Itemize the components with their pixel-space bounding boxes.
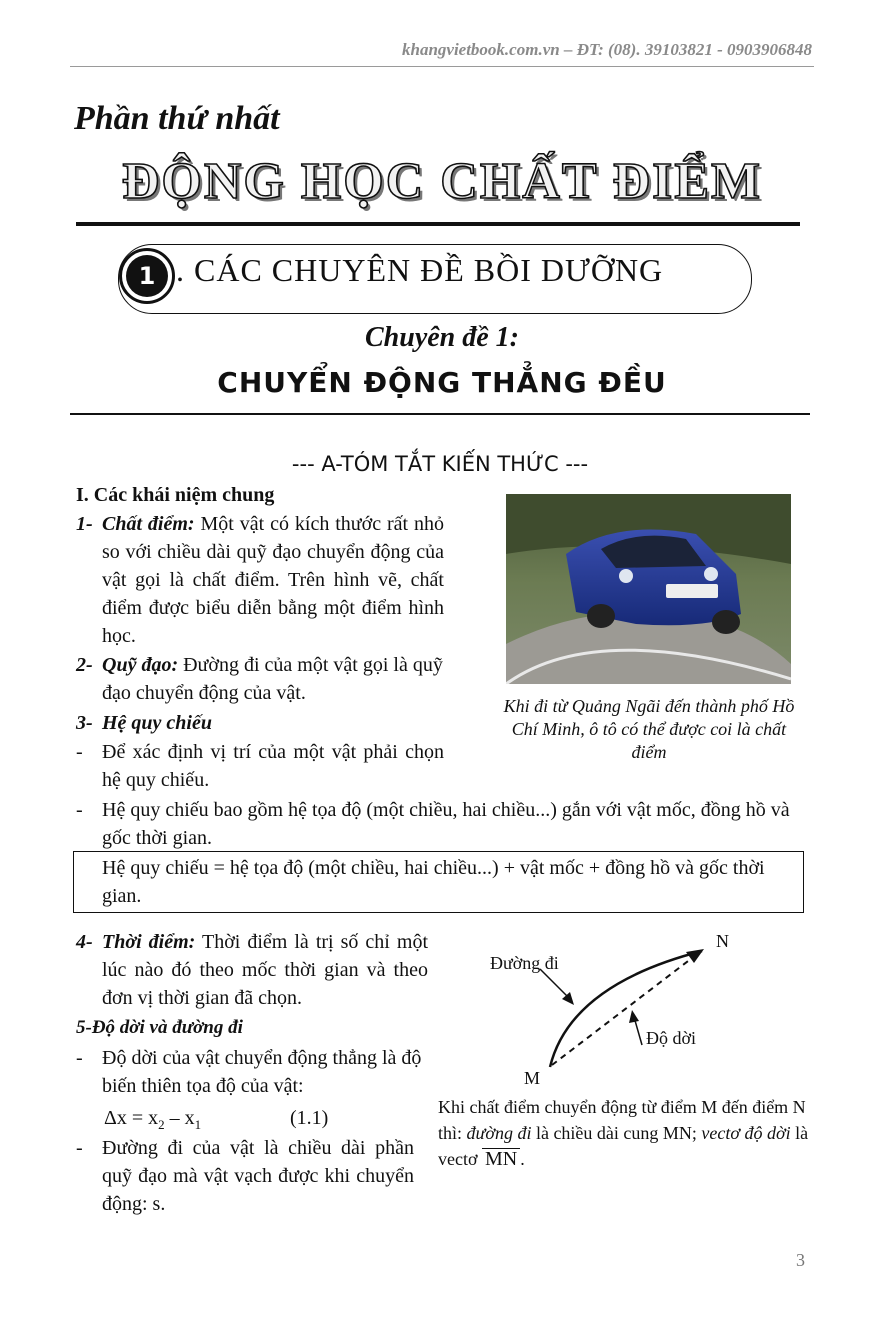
section-heading: --- A-TÓM TẮT KIẾN THỨC --- bbox=[291, 452, 589, 476]
item-trajectory bbox=[76, 651, 444, 707]
bullet-choose-frame bbox=[76, 738, 444, 794]
topic-title: CHUYỂN ĐỘNG THẲNG ĐỀU bbox=[217, 366, 667, 399]
caption-text: . bbox=[520, 1149, 525, 1169]
term: Chất điểm: bbox=[102, 513, 195, 535]
item-number: 4- bbox=[76, 931, 93, 953]
photo-caption: Khi đi từ Quảng Ngãi đến thành phố Hồ Chí Minh, ô tô có thể được coi là chất điểm bbox=[503, 696, 795, 762]
caption-text: Khi chất điểm chuyển động từ điểm M đến điểm N thì: bbox=[438, 1097, 806, 1143]
car-photo bbox=[506, 494, 791, 684]
title-divider bbox=[76, 222, 800, 226]
label-displacement: Độ dời bbox=[646, 1028, 697, 1048]
heading-displacement: 5-Độ dời và đường đi bbox=[76, 1017, 243, 1038]
part-label: Phần thứ nhất bbox=[74, 100, 280, 137]
bullet-mark: - bbox=[76, 1047, 83, 1069]
item-material-point bbox=[76, 510, 444, 650]
definition: Một vật có kích thước rất nhỏ so với chiều dài quỹ đạo chuyển động của vật gọi là chất điểm. Trên hình vẽ, chất điểm được biểu diễn bằng một điểm hình học. bbox=[102, 513, 445, 647]
item-number: 2- bbox=[76, 654, 93, 676]
heading-general-concepts: I. Các khái niệm chung bbox=[76, 484, 275, 506]
caption-term: vectơ độ dời bbox=[701, 1123, 791, 1143]
item-reference-frame bbox=[76, 709, 444, 737]
bullet-displacement bbox=[76, 1044, 434, 1100]
chapter-number: 1 bbox=[126, 255, 168, 297]
page-number: 3 bbox=[796, 1250, 805, 1270]
bullet-mark: - bbox=[76, 1137, 83, 1159]
item-body bbox=[102, 928, 428, 1012]
formula-lhs: Δx = x bbox=[104, 1107, 159, 1129]
bullet-path-length bbox=[76, 1134, 414, 1218]
item-number: 1- bbox=[76, 513, 93, 535]
term: Hệ quy chiếu bbox=[102, 712, 212, 734]
bullet-text: Độ dời của vật chuyển động thẳng là độ biến thiên tọa độ của vật: bbox=[102, 1047, 422, 1097]
bullet-text: Đường đi của vật là chiều dài phần quỹ đạo mà vật vạch được khi chuyển động: s. bbox=[102, 1137, 414, 1215]
header-divider bbox=[70, 66, 814, 67]
item-body bbox=[102, 510, 444, 650]
caption-text: là chiều dài cung MN; bbox=[531, 1123, 702, 1143]
page-header: khangvietbook.com.vn – ĐT: (08). 39103821 - 0903906848 bbox=[401, 40, 812, 59]
definition: Thời điểm là trị số chỉ một lúc nào đó theo mốc thời gian và theo đơn vị thời gian đã chọn. bbox=[102, 931, 429, 1009]
formula-sub: 1 bbox=[194, 1117, 202, 1132]
term: Thời điểm: bbox=[102, 931, 196, 953]
bullet-text: Để xác định vị trí của một vật phải chọn hệ quy chiếu. bbox=[102, 741, 444, 791]
bullet-mark: - bbox=[76, 799, 83, 821]
caption-term: đường đi bbox=[466, 1123, 532, 1143]
point-m-label: M bbox=[524, 1068, 541, 1088]
item-body bbox=[102, 651, 444, 707]
point-n-label: N bbox=[716, 931, 729, 951]
displacement-diagram bbox=[470, 925, 790, 1095]
definition-box-text: Hệ quy chiếu = hệ tọa độ (một chiều, hai chiều...) + vật mốc + đồng hồ và gốc thời gian. bbox=[102, 857, 765, 907]
chapter-banner-text: . CÁC CHUYÊN ĐỀ BỒI DƯỠNG bbox=[176, 252, 664, 288]
formula-reference: (1.1) bbox=[290, 1107, 329, 1129]
bullet-frame-contents bbox=[76, 796, 814, 852]
caption-text: là vectơ bbox=[438, 1123, 809, 1169]
bullet-mark: - bbox=[76, 741, 83, 763]
item-number: 3- bbox=[76, 712, 93, 734]
topic-divider bbox=[70, 413, 810, 415]
term: Quỹ đạo: bbox=[102, 654, 179, 676]
main-title: ĐỘNG HỌC CHẤT ĐIỂM bbox=[121, 153, 763, 210]
item-moment bbox=[76, 928, 428, 1012]
vector-mn: MN bbox=[482, 1148, 520, 1169]
bullet-text: Hệ quy chiếu bao gồm hệ tọa độ (một chiều, hai chiều...) gắn với vật mốc, đồng hồ và gốc thời gian. bbox=[102, 799, 790, 849]
diagram-caption bbox=[438, 1094, 810, 1172]
topic-label: Chuyên đề 1: bbox=[365, 322, 519, 353]
formula-sub: 2 bbox=[158, 1117, 165, 1132]
formula-minus: – x bbox=[164, 1107, 195, 1129]
definition: Đường đi của một vật gọi là quỹ đạo chuyển động của vật. bbox=[102, 654, 443, 704]
label-path: Đường đi bbox=[490, 953, 559, 973]
